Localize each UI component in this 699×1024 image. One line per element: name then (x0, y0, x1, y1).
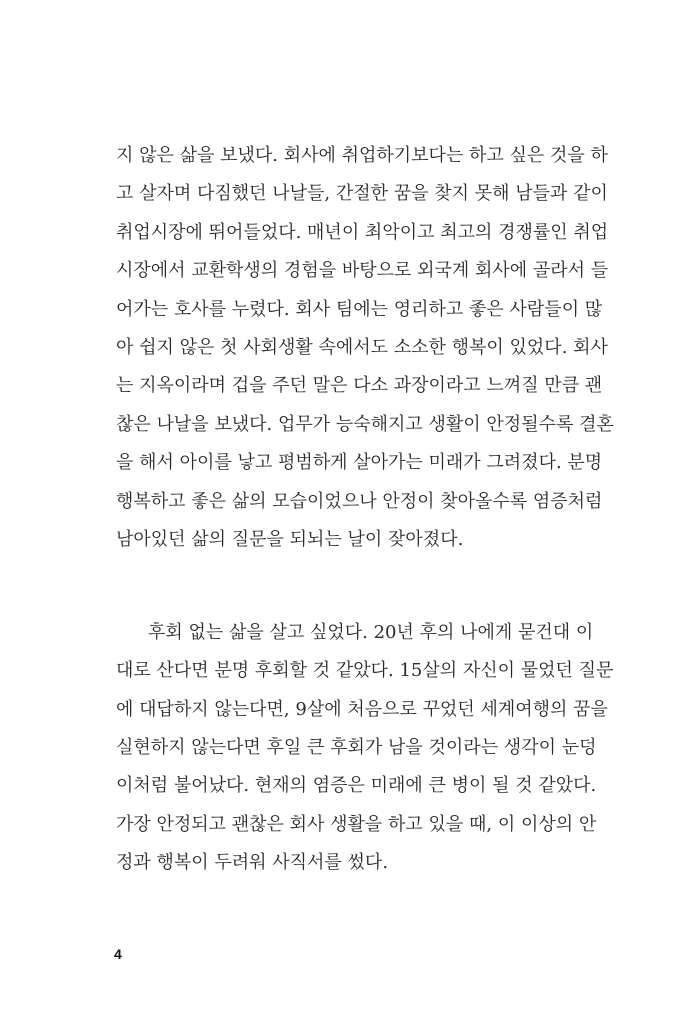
text-line: 을 해서 아이를 낳고 평범하게 살아가는 미래가 그려졌다. 분명 (116, 452, 603, 473)
text-line: 에 대답하지 않는다면, 9살에 처음으로 꾸었던 세계여행의 꿈을 (116, 699, 608, 720)
text-line: 지 않은 삶을 보냈다. 회사에 취업하기보다는 하고 싶은 것을 하 (116, 145, 608, 166)
text-line: 정과 행복이 두려워 사직서를 썼다. (116, 852, 389, 873)
text-line: 취업시장에 뛰어들었다. 매년이 최악이고 최고의 경쟁률인 취업 (116, 222, 609, 243)
text-line: 이처럼 불어났다. 현재의 염증은 미래에 큰 병이 될 것 같았다. (116, 775, 597, 796)
text-line: 남아있던 삶의 질문을 되뇌는 날이 잦아졌다. (116, 529, 464, 550)
text-line: 실현하지 않는다면 후일 큰 후회가 남을 것이라는 생각이 눈덩 (116, 737, 597, 758)
page-number: 4 (114, 946, 122, 962)
text-line: 아 쉽지 않은 첫 사회생활 속에서도 소소한 행복이 있었다. 회사 (116, 337, 608, 358)
text-line: 후회 없는 삶을 살고 싶었다. 20년 후의 나에게 묻건대 이 (148, 622, 594, 643)
text-line: 대로 산다면 분명 후회할 것 같았다. 15살의 자신이 물었던 질문 (116, 660, 614, 681)
text-line: 찮은 나날을 보냈다. 업무가 능숙해지고 생활이 안정될수록 결혼 (116, 414, 614, 435)
text-line: 어가는 호사를 누렸다. 회사 팀에는 영리하고 좋은 사람들이 많 (116, 299, 603, 320)
text-line: 행복하고 좋은 삶의 모습이었으나 안정이 찾아올수록 염증처럼 (116, 491, 603, 512)
text-line: 시장에서 교환학생의 경험을 바탕으로 외국계 회사에 골라서 들 (116, 260, 609, 281)
text-line: 고 살자며 다짐했던 나날들, 간절한 꿈을 찾지 못해 남들과 같이 (116, 183, 608, 204)
text-line: 가장 안정되고 괜찮은 회사 생활을 하고 있을 때, 이 이상의 안 (116, 814, 597, 835)
text-line: 는 지옥이라며 겁을 주던 말은 다소 과장이라고 느껴질 만큼 괜 (116, 375, 603, 396)
